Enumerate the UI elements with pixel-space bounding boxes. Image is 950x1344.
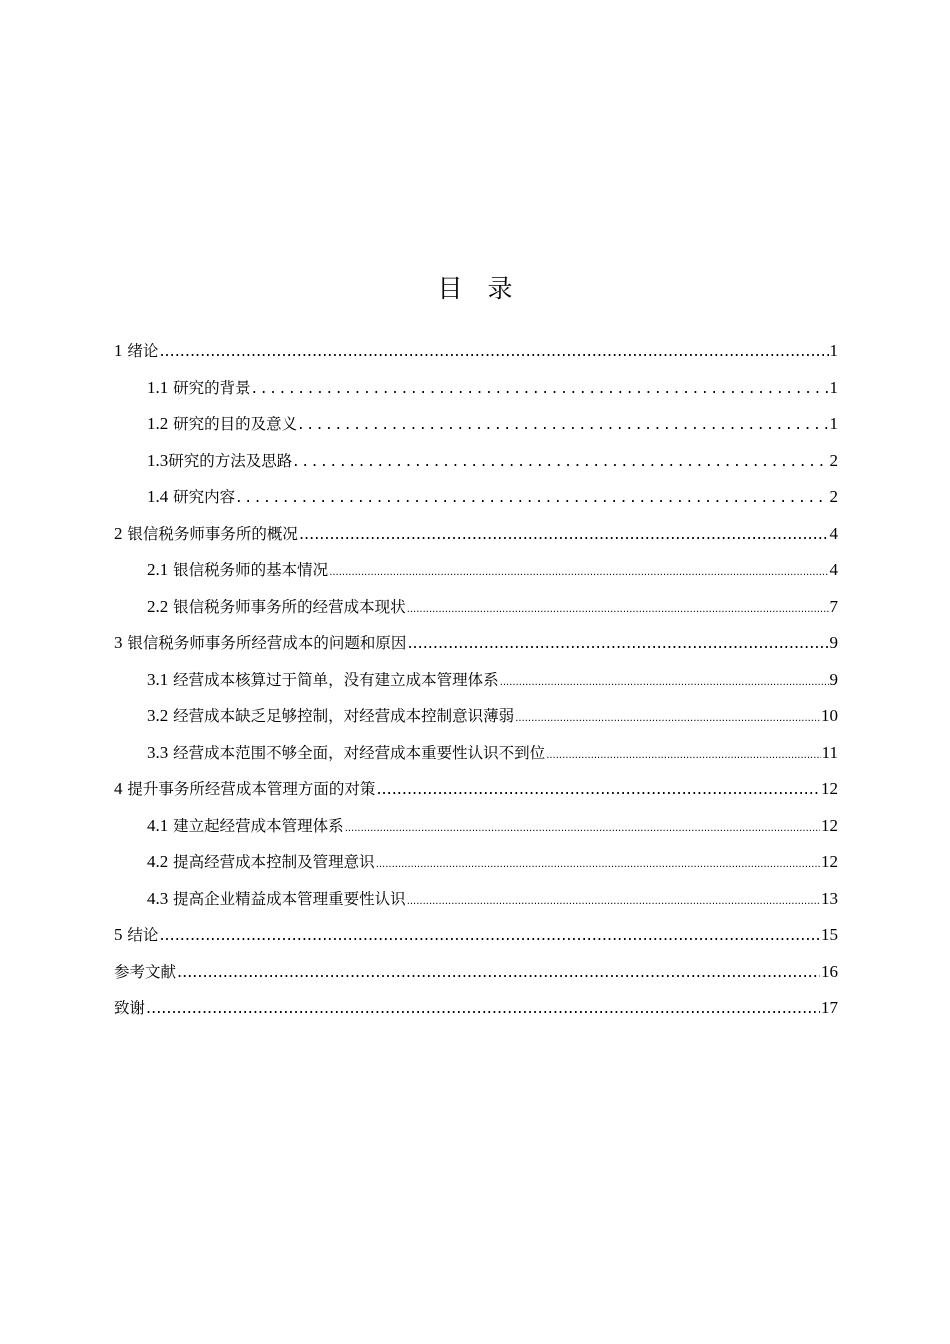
toc-entry-page: 12 bbox=[821, 852, 838, 871]
toc-entry-page: 1 bbox=[829, 341, 838, 360]
toc-entry[interactable] bbox=[114, 516, 838, 553]
dot-leader bbox=[329, 552, 828, 592]
toc-entry[interactable] bbox=[114, 735, 838, 772]
toc-entry-page: 7 bbox=[829, 596, 838, 616]
toc-entry[interactable] bbox=[114, 625, 838, 662]
dot-leader bbox=[146, 990, 820, 1027]
toc-entry[interactable] bbox=[114, 771, 838, 808]
dot-leader bbox=[293, 443, 828, 480]
toc-entry-page: 12 bbox=[821, 779, 838, 798]
toc-entry-page: 1 bbox=[829, 377, 838, 397]
toc-entry[interactable] bbox=[114, 589, 838, 626]
toc-entry-label: 1.2 研究的目的及意义 bbox=[147, 414, 298, 433]
toc-entry-label: 4 提升事务所经营成本管理方面的对策 bbox=[114, 779, 376, 798]
dot-leader bbox=[345, 808, 820, 848]
toc-entry[interactable] bbox=[114, 698, 838, 735]
toc-entry-label: 1.3研究的方法及思路 bbox=[147, 450, 293, 470]
dot-leader bbox=[236, 479, 828, 516]
toc-entry[interactable] bbox=[114, 990, 838, 1027]
toc-entry-page: 2 bbox=[829, 487, 838, 506]
toc-entry-label: 1.1 研究的背景 bbox=[147, 377, 251, 397]
dot-leader bbox=[407, 589, 829, 629]
toc-entry-page: 9 bbox=[829, 633, 838, 652]
toc-entry-label: 1 绪论 bbox=[114, 341, 159, 360]
dot-leader bbox=[298, 406, 828, 443]
dot-leader bbox=[177, 954, 820, 991]
toc-entry[interactable] bbox=[114, 406, 838, 443]
toc-entry-label: 3.3 经营成本范围不够全面，对经营成本重要性认识不到位 bbox=[147, 742, 546, 762]
toc-entry-page: 16 bbox=[821, 961, 838, 981]
toc-entry-label: 4.1 建立起经营成本管理体系 bbox=[147, 815, 344, 835]
toc-entry[interactable] bbox=[114, 844, 838, 881]
dot-leader bbox=[407, 881, 820, 921]
toc-entry[interactable] bbox=[114, 552, 838, 589]
toc-entry-page: 9 bbox=[829, 669, 838, 689]
toc-entry-label: 2.2 银信税务师事务所的经营成本现状 bbox=[147, 596, 406, 616]
dot-leader bbox=[500, 662, 829, 702]
toc-entry[interactable] bbox=[114, 881, 838, 918]
toc-entry-label: 3.1 经营成本核算过于简单，没有建立成本管理体系 bbox=[147, 669, 499, 689]
toc-entry-label: 4.3 提高企业精益成本管理重要性认识 bbox=[147, 888, 406, 908]
toc-entry[interactable] bbox=[114, 808, 838, 845]
dot-leader bbox=[546, 735, 820, 775]
dot-leader bbox=[252, 370, 829, 407]
dot-leader bbox=[159, 917, 820, 954]
toc-entry-page: 2 bbox=[829, 450, 838, 470]
dot-leader bbox=[159, 333, 828, 370]
dot-leader bbox=[376, 844, 820, 884]
toc-entry[interactable] bbox=[114, 443, 838, 480]
dot-leader bbox=[299, 516, 829, 553]
toc-entry[interactable] bbox=[114, 917, 838, 954]
toc-entry[interactable] bbox=[114, 479, 838, 516]
toc-entry[interactable] bbox=[114, 954, 838, 991]
toc-entry-label: 3 银信税务师事务所经营成本的问题和原因 bbox=[114, 633, 407, 652]
toc-title bbox=[0, 272, 950, 306]
toc-entry-page: 17 bbox=[821, 998, 838, 1017]
toc-entry-label: 2 银信税务师事务所的概况 bbox=[114, 523, 298, 543]
toc-entry[interactable] bbox=[114, 662, 838, 699]
dot-leader bbox=[515, 698, 820, 738]
toc-entry-page: 13 bbox=[821, 888, 838, 908]
toc-entry-page: 1 bbox=[829, 414, 838, 433]
toc-entry-page: 15 bbox=[821, 925, 838, 944]
toc-entry-label: 5 结论 bbox=[114, 925, 159, 944]
toc-entry-label: 1.4 研究内容 bbox=[147, 487, 236, 506]
toc-entry-page: 10 bbox=[821, 706, 838, 725]
toc-entry-page: 4 bbox=[829, 560, 838, 579]
toc-entry-label: 参考文献 bbox=[114, 962, 177, 981]
toc-entry-page: 4 bbox=[829, 523, 838, 543]
toc-entry[interactable] bbox=[114, 370, 838, 407]
toc-entry-label: 致谢 bbox=[114, 999, 146, 1017]
dot-leader bbox=[407, 625, 828, 662]
toc-title-text: 目 录 bbox=[437, 274, 513, 303]
dot-leader bbox=[376, 771, 820, 808]
toc-entry-page: 12 bbox=[821, 815, 838, 835]
table-of-contents bbox=[114, 333, 838, 1027]
toc-entry-label: 4.2 提高经营成本控制及管理意识 bbox=[147, 852, 375, 871]
toc-entry-page: 11 bbox=[821, 742, 838, 762]
toc-entry-label: 2.1 银信税务师的基本情况 bbox=[147, 560, 329, 579]
toc-entry[interactable] bbox=[114, 333, 838, 370]
toc-entry-label: 3.2 经营成本缺乏足够控制，对经营成本控制意识薄弱 bbox=[147, 706, 515, 725]
